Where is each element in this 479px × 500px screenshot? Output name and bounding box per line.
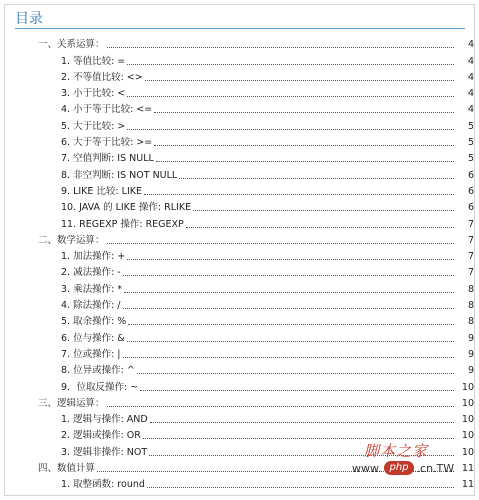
toc-entry-label: 2. 逻辑或操作: OR: [61, 430, 141, 442]
toc-dot-leader: [144, 193, 454, 195]
toc-dot-leader: [186, 226, 454, 228]
toc-entry-label: 2. 不等值比较: <>: [61, 71, 143, 83]
toc-entry-label: 9. LIKE 比较: LIKE: [61, 185, 142, 197]
toc-subentry[interactable]: [5, 278, 476, 294]
toc-section-entry[interactable]: [5, 393, 476, 409]
toc-page-number: 4: [467, 104, 474, 116]
watermark-brand: 脚本之家: [364, 442, 429, 460]
toc-entry-label: 1. 等值比较: =: [61, 55, 126, 67]
toc-page-number: 8: [467, 316, 474, 328]
toc-subentry[interactable]: [5, 376, 476, 392]
toc-page-number: 4: [467, 39, 474, 51]
toc-page-number: 8: [467, 300, 474, 312]
toc-entry-label: 三、逻辑运算：: [38, 397, 105, 409]
toc-page-number: 5: [467, 137, 474, 149]
toc-subentry[interactable]: [5, 83, 476, 99]
toc-page-number: 5: [467, 153, 474, 165]
toc-entry-label: 9．位取反操作: ~: [61, 381, 139, 393]
title-underline: [15, 28, 465, 29]
toc-subentry[interactable]: [5, 246, 476, 262]
watermark-url: [352, 461, 454, 475]
toc-entry-label: 1. 逻辑与操作: AND: [61, 414, 148, 426]
toc-page-number: 9: [467, 348, 474, 360]
toc-subentry[interactable]: [5, 132, 476, 148]
toc-entry-label: 1. 取整函数: round: [61, 479, 145, 491]
watermark-url-suffix: .cn.TW: [416, 461, 455, 475]
toc-page-number: 10: [461, 446, 474, 458]
toc-page-number: 10: [461, 381, 474, 393]
toc-entry-label: 8. 非空判断: IS NOT NULL: [61, 169, 178, 181]
toc-page-number: 4: [467, 88, 474, 100]
toc-subentry[interactable]: [5, 148, 476, 164]
toc-page-number: 6: [467, 202, 474, 214]
toc-subentry[interactable]: [5, 409, 476, 425]
toc-entry-label: 5. 取余操作: %: [61, 316, 127, 328]
toc-dot-leader: [154, 111, 454, 113]
toc-page-number: 7: [467, 267, 474, 279]
toc-entry-label: 3. 逻辑非操作: NOT: [61, 446, 148, 458]
toc-subentry[interactable]: [5, 115, 476, 131]
toc-dot-leader: [123, 356, 454, 358]
toc-page-number: 10: [461, 430, 474, 442]
toc-page-number: 11: [461, 479, 474, 491]
toc-subentry[interactable]: [5, 213, 476, 229]
toc-entry-label: 2. 减法操作: -: [61, 267, 121, 279]
toc-entry-label: 3. 乘法操作: *: [61, 283, 123, 295]
toc-dot-leader: [107, 46, 454, 48]
toc-page-number: 7: [467, 234, 474, 246]
toc-entry-label: 6. 位与操作: &: [61, 332, 125, 344]
toc-dot-leader: [124, 291, 454, 293]
toc-subentry[interactable]: [5, 262, 476, 278]
toc-page-number: 9: [467, 365, 474, 377]
toc-page-number: 6: [467, 185, 474, 197]
toc-subentry[interactable]: [5, 164, 476, 180]
toc-dot-leader: [123, 274, 454, 276]
toc-entry-label: 11. REGEXP 操作: REGEXP: [61, 218, 184, 230]
toc-dot-leader: [128, 323, 454, 325]
toc-entry-label: 1. 加法操作: +: [61, 251, 126, 263]
toc-list: [5, 34, 476, 490]
toc-page-number: 5: [467, 120, 474, 132]
toc-subentry[interactable]: [5, 99, 476, 115]
toc-dot-leader: [140, 389, 454, 391]
toc-dot-leader: [145, 79, 454, 81]
toc-dot-leader: [127, 95, 454, 97]
toc-entry-label: 5. 大于比较: >: [61, 120, 126, 132]
toc-dot-leader: [154, 144, 454, 146]
toc-entry-label: 6. 大于等于比较: >=: [61, 137, 153, 149]
toc-subentry[interactable]: [5, 181, 476, 197]
toc-section-entry[interactable]: [5, 230, 476, 246]
toc-page-number: 9: [467, 332, 474, 344]
toc-dot-leader: [137, 372, 454, 374]
toc-entry-label: 7. 空值判断: IS NULL: [61, 153, 154, 165]
toc-dot-leader: [156, 160, 454, 162]
toc-title: 目录: [15, 11, 43, 27]
toc-dot-leader: [127, 128, 454, 130]
toc-subentry[interactable]: [5, 197, 476, 213]
toc-page-number: 4: [467, 71, 474, 83]
toc-page-number: 10: [461, 397, 474, 409]
toc-dot-leader: [107, 242, 454, 244]
toc-subentry[interactable]: [5, 295, 476, 311]
toc-page-number: 10: [461, 414, 474, 426]
toc-subentry[interactable]: [5, 327, 476, 343]
toc-entry-label: 10. JAVA 的 LIKE 操作: RLIKE: [61, 202, 192, 214]
toc-entry-label: 一、关系运算：: [38, 39, 105, 51]
toc-dot-leader: [127, 340, 454, 342]
watermark-php-badge: php: [384, 461, 413, 475]
toc-page-number: 4: [467, 55, 474, 67]
site-watermark: [352, 440, 467, 485]
toc-subentry[interactable]: [5, 311, 476, 327]
toc-entry-label: 二、数学运算：: [38, 234, 105, 246]
toc-page-number: 8: [467, 283, 474, 295]
toc-entry-label: 7. 位或操作: |: [61, 348, 121, 360]
toc-dot-leader: [179, 177, 454, 179]
toc-entry-label: 四、数值计算: [38, 463, 96, 475]
toc-section-entry[interactable]: [5, 34, 476, 50]
toc-dot-leader: [107, 405, 454, 407]
toc-page-number: 7: [467, 251, 474, 263]
toc-dot-leader: [193, 209, 454, 211]
toc-dot-leader: [147, 486, 454, 488]
toc-entry-label: 4. 小于等于比较: <=: [61, 104, 153, 116]
toc-dot-leader: [127, 63, 454, 65]
toc-dot-leader: [123, 307, 454, 309]
toc-dot-leader: [150, 421, 454, 423]
toc-entry-label: 4. 除法操作: /: [61, 300, 121, 312]
toc-entry-label: 8. 位异或操作: ^: [61, 365, 135, 377]
toc-entry-label: 3. 小于比较: <: [61, 88, 126, 100]
watermark-url-prefix: www.: [352, 461, 382, 475]
toc-subentry[interactable]: [5, 425, 476, 441]
toc-subentry[interactable]: [5, 360, 476, 376]
toc-page-number: 11: [461, 463, 474, 475]
toc-dot-leader: [127, 258, 454, 260]
document-page: [4, 4, 475, 496]
toc-page-number: 6: [467, 169, 474, 181]
toc-subentry[interactable]: [5, 50, 476, 66]
toc-subentry[interactable]: [5, 344, 476, 360]
toc-page-number: 7: [467, 218, 474, 230]
toc-subentry[interactable]: [5, 67, 476, 83]
